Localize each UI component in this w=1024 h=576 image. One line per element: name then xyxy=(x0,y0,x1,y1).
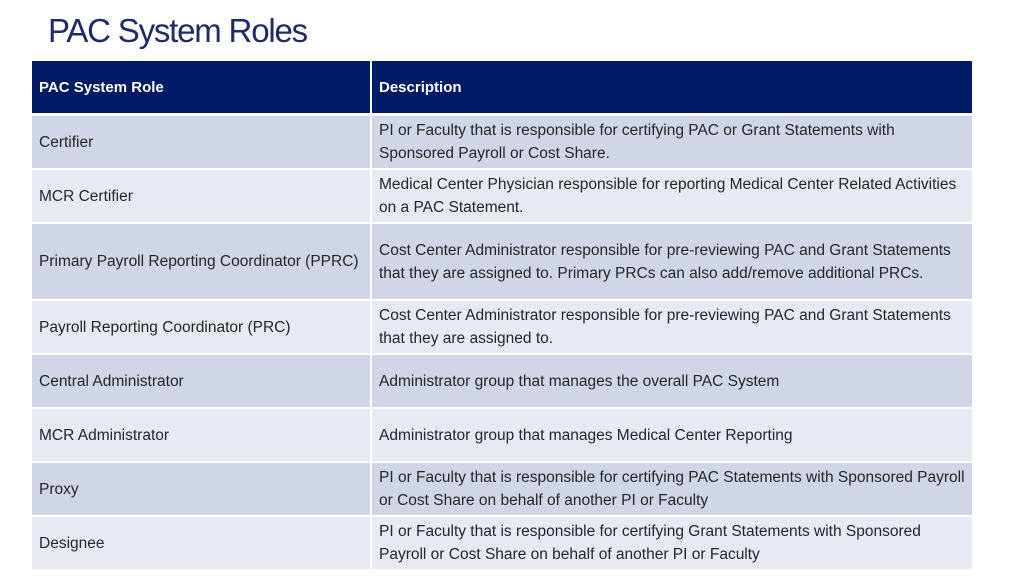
role-cell: Certifier xyxy=(32,115,371,170)
column-header-description: Description xyxy=(371,61,972,115)
table-row xyxy=(32,223,972,300)
description-cell: Administrator group that manages the overall PAC System xyxy=(371,354,972,408)
page-title: PAC System Roles xyxy=(48,12,307,49)
role-cell: MCR Administrator xyxy=(32,408,371,462)
description-cell: Administrator group that manages Medical Center Reporting xyxy=(371,408,972,462)
description-cell: Cost Center Administrator responsible for pre-reviewing PAC and Grant Statements that they are assigned to. Primary PRCs can also add/remove additional PRCs. xyxy=(371,223,972,300)
role-cell: Designee xyxy=(32,516,371,570)
description-cell: PI or Faculty that is responsible for certifying PAC Statements with Sponsored Payroll or Cost Share on behalf of another PI or Faculty xyxy=(371,462,972,516)
table-row xyxy=(32,169,972,223)
role-cell: Primary Payroll Reporting Coordinator (PPRC) xyxy=(32,223,371,300)
role-cell: Proxy xyxy=(32,462,371,516)
description-cell: PI or Faculty that is responsible for certifying Grant Statements with Sponsored Payroll or Cost Share on behalf of another PI or Faculty xyxy=(371,516,972,570)
table-header-row xyxy=(32,61,972,115)
table-row xyxy=(32,516,972,570)
table-row xyxy=(32,462,972,516)
column-header-role: PAC System Role xyxy=(32,61,371,115)
role-cell: Central Administrator xyxy=(32,354,371,408)
table-row xyxy=(32,300,972,354)
description-cell: Medical Center Physician responsible for reporting Medical Center Related Activities on a PAC Statement. xyxy=(371,169,972,223)
roles-table xyxy=(32,61,972,571)
table-row xyxy=(32,115,972,170)
role-cell: Payroll Reporting Coordinator (PRC) xyxy=(32,300,371,354)
table-row xyxy=(32,408,972,462)
table-row xyxy=(32,354,972,408)
role-cell: MCR Certifier xyxy=(32,169,371,223)
description-cell: PI or Faculty that is responsible for certifying PAC or Grant Statements with Sponsored Payroll or Cost Share. xyxy=(371,115,972,170)
description-cell: Cost Center Administrator responsible for pre-reviewing PAC and Grant Statements that they are assigned to. xyxy=(371,300,972,354)
